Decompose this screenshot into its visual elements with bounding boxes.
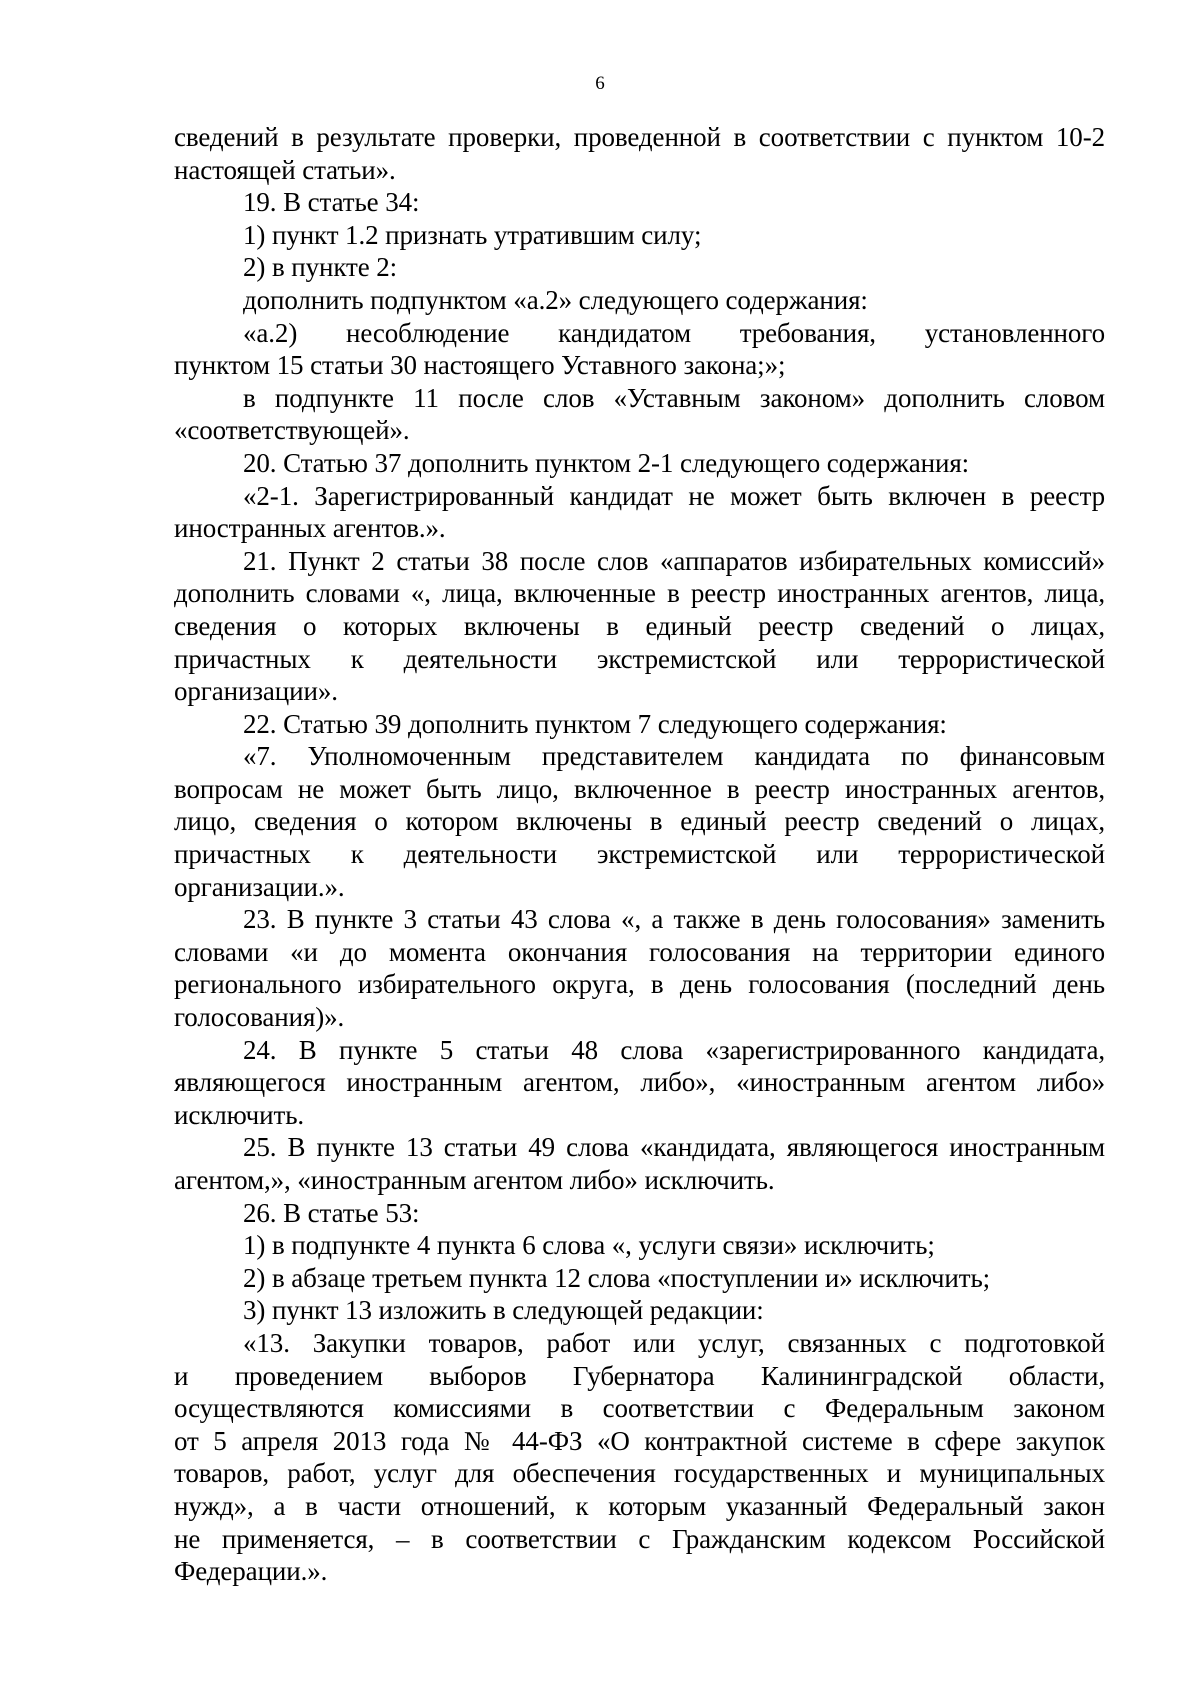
text-line: 23. В пункте 3 статьи 43 слова «, а также в день голосования» заменить (243, 904, 1105, 935)
text-line: причастных к деятельности экстремистской или террористической (174, 643, 1105, 674)
text-line: голосования)». (174, 1002, 345, 1033)
text-line: сведений в результате проверки, проведенной в соответствии с пунктом 10-2 (174, 122, 1105, 152)
text-line: сведения о которых включены в единый реестр сведений о лицах, (174, 610, 1105, 641)
text-line: агентом,», «иностранным агентом либо» исключить. (174, 1165, 775, 1195)
text-line: 3) пункт 13 изложить в следующей редакции: (243, 1295, 764, 1326)
text-line: организации». (174, 676, 338, 707)
text-line: настоящей статьи». (174, 154, 396, 185)
text-line: причастных к деятельности экстремистской или террористической (174, 839, 1105, 870)
text-line: «13. Закупки товаров, работ или услуг, связанных с подготовкой (243, 1327, 1105, 1358)
text-line: в подпункте 11 после слов «Уставным законом» дополнить словом (243, 382, 1105, 413)
text-line: не применяется, – в соответствии с Гражданским кодексом Российской (174, 1523, 1105, 1554)
text-line: 21. Пункт 2 статьи 38 после слов «аппаратов избирательных комиссий» (243, 545, 1105, 576)
text-line: 1) пункт 1.2 признать утратившим силу; (243, 219, 702, 250)
text-line: «7. Уполномоченным представителем кандидата по финансовым (243, 741, 1105, 772)
text-line: организации.». (174, 871, 345, 902)
text-line: и проведением выборов Губернатора Калининградской области, (174, 1360, 1105, 1391)
text-line: пунктом 15 статьи 30 настоящего Уставного закона;»; (174, 350, 786, 381)
text-line: исключить. (174, 1099, 305, 1130)
text-line: нужд», а в части отношений, к которым указанный Федеральный закон (174, 1490, 1105, 1521)
text-line: лицо, сведения о котором включены в единый реестр сведений о лицах, (174, 806, 1105, 837)
text-line: словами «и до момента окончания голосования на территории единого (174, 936, 1105, 967)
text-line: 2) в пункте 2: (243, 252, 398, 283)
text-line: 26. В статье 53: (243, 1197, 420, 1228)
text-line: иностранных агентов.». (174, 513, 446, 544)
text-line: осуществляются комиссиями в соответствии с Федеральным законом (174, 1393, 1105, 1424)
text-line: регионального избирательного округа, в день голосования (последний день (174, 969, 1105, 1000)
text-line: Федерации.». (174, 1556, 328, 1587)
text-line: 2) в абзаце третьем пункта 12 слова «поступлении и» исключить; (243, 1262, 991, 1293)
text-line: 25. В пункте 13 статьи 49 слова «кандидата, являющегося иностранным (243, 1132, 1105, 1163)
text-line: 22. Статью 39 дополнить пунктом 7 следующего содержания: (243, 708, 947, 739)
text-line: дополнить словами «, лица, включенные в реестр иностранных агентов, лица, (174, 578, 1105, 609)
text-line: вопросам не может быть лицо, включенное в реестр иностранных агентов, (174, 773, 1105, 804)
document-body (174, 121, 1105, 1588)
text-line: 20. Статью 37 дополнить пунктом 2-1 следующего содержания: (243, 447, 970, 478)
text-line: «2-1. Зарегистрированный кандидат не может быть включен в реестр (243, 480, 1105, 511)
text-line: являющегося иностранным агентом, либо», «иностранным агентом либо» (174, 1067, 1105, 1098)
text-line: «а.2) несоблюдение кандидатом требования, установленного (243, 317, 1105, 348)
text-line: 24. В пункте 5 статьи 48 слова «зарегистрированного кандидата, (243, 1034, 1105, 1065)
text-line: от 5 апреля 2013 года № 44-ФЗ «О контрактной системе в сфере закупок (174, 1425, 1105, 1456)
page-number: 6 (595, 73, 605, 94)
text-line: дополнить подпунктом «а.2» следующего содержания: (243, 284, 868, 315)
text-line: 1) в подпункте 4 пункта 6 слова «, услуги связи» исключить; (243, 1230, 935, 1261)
text-line: «соответствующей». (174, 415, 410, 446)
text-line: товаров, работ, услуг для обеспечения государственных и муниципальных (174, 1458, 1105, 1489)
text-line: 19. В статье 34: (243, 187, 420, 218)
